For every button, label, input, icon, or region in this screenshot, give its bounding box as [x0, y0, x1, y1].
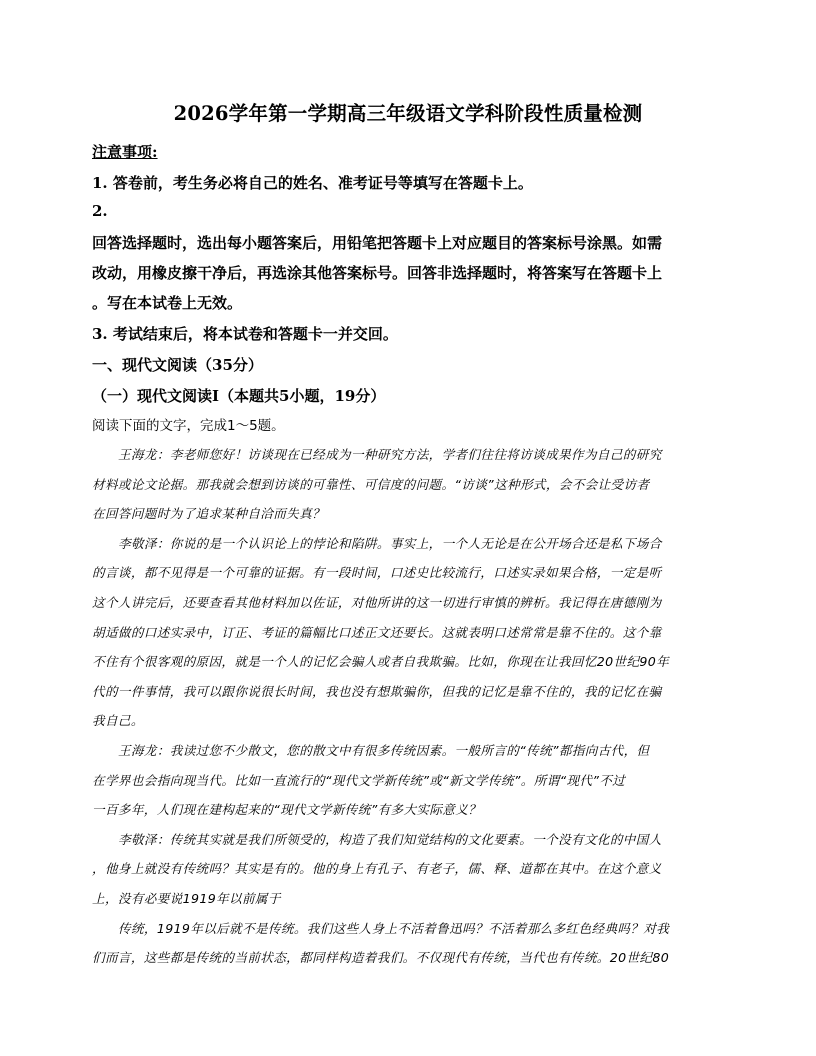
passage-line: 王海龙：我读过您不少散文，您的散文中有很多传统因素。一般所言的“传统”都指向古代，但 — [118, 743, 650, 758]
notice-heading: 注意事项: — [92, 143, 158, 161]
passage-line: 一百多年，人们现在建构起来的“现代文学新传统”有多大实际意义？ — [92, 802, 482, 818]
passage-line: 材料或论文论据。那我就会想到访谈的可靠性、可信度的问题。“访谈”这种形式，会不会让受访者 — [92, 476, 650, 492]
passage-line: 传统，1919年以后就不是传统。我们这些人身上不活着鲁迅吗？不活着那么多红色经典吗？对我 — [118, 920, 670, 936]
notice-item-2-line-2: 改动，用橡皮擦干净后，再选涂其他答案标号。回答非选择题时，将答案写在答题卡上 — [92, 264, 663, 282]
reading-instruction: 阅读下面的文字，完成1～5题。 — [92, 418, 285, 434]
passage-line: 在回答问题时为了追求某种自洽而失真？ — [92, 506, 325, 522]
passage-line: 这个人讲完后，还要查看其他材料加以佐证，对他所讲的这一切进行审慎的辨析。我记得在唐德刚为 — [92, 595, 662, 610]
section-heading: 一、现代文阅读（35分） — [92, 356, 263, 374]
notice-item-2-line-3: 。写在本试卷上无效。 — [92, 294, 243, 312]
notice-item-3: 3. 考试结束后，将本试卷和答题卡一并交回。 — [92, 325, 398, 343]
passage-line: 的言谈，都不见得是一个可靠的证据。有一段时间，口述史比较流行，口述实录如果合格，一定是听 — [92, 565, 662, 581]
passage-line: 李敬泽：你说的是一个认识论上的悖论和陷阱。事实上，一个人无论是在公开场合还是私下场合 — [118, 535, 662, 551]
notice-item-2-line-1: 回答选择题时，选出每小题答案后，用铅笔把答题卡上对应题目的答案标号涂黑。如需 — [92, 234, 663, 252]
passage-line: 上，没有必要说1919年以前属于 — [92, 891, 281, 906]
page-title: 2026学年第一学期高三年级语文学科阶段性质量检测 — [173, 102, 643, 125]
subsection-heading: （一）现代文阅读I（本题共5小题，19分） — [92, 387, 386, 405]
passage-line: 胡适做的口述实录中，订正、考证的篇幅比口述正文还要长。这就表明口述常常是靠不住的。这个靠 — [92, 624, 662, 640]
passage-line: 代的一件事情，我可以跟你说很长时间，我也没有想欺骗你，但我的记忆是靠不住的，我的记忆在骗 — [92, 683, 662, 699]
passage-line: 们而言，这些都是传统的当前状态，都同样构造着我们。不仅现代有传统，当代也有传统。20世纪80 — [92, 950, 670, 966]
passage-line: 在学界也会指向现当代。比如一直流行的“现代文学新传统”或“新文学传统”。所谓“现代”不过 — [92, 772, 626, 788]
passage-line: 不住有个很客观的原因，就是一个人的记忆会骗人或者自我欺骗。比如，你现在让我回忆20世纪90年 — [92, 654, 670, 670]
passage-line: ，他身上就没有传统吗？其实是有的。他的身上有孔子、有老子，儒、释、道都在其中。在这个意义 — [92, 861, 662, 877]
passage-line: 我自己。 — [92, 713, 144, 729]
notice-item-2-number: 2. — [92, 202, 108, 220]
passage-line: 王海龙：李老师您好！访谈现在已经成为一种研究方法，学者们往往将访谈成果作为自己的研究 — [118, 447, 662, 462]
passage-line: 李敬泽：传统其实就是我们所领受的，构造了我们知觉结构的文化要素。一个没有文化的中国人 — [118, 831, 662, 847]
notice-item-1: 1. 答卷前，考生务必将自己的姓名、准考证号等填写在答题卡上。 — [92, 174, 533, 192]
